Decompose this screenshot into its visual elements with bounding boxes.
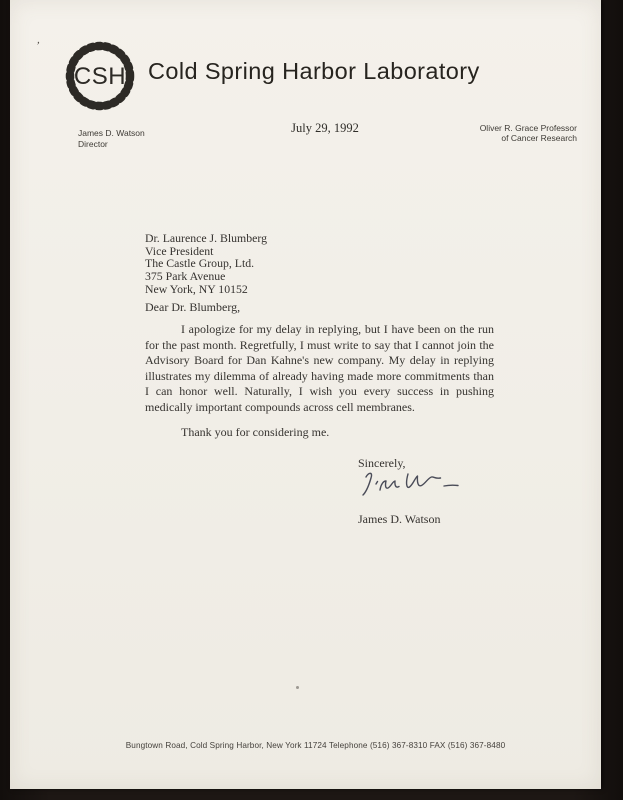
closing: Sincerely,: [358, 456, 406, 470]
letter-date: July 29, 1992: [291, 121, 359, 135]
professor-title-block: [480, 123, 577, 143]
recipient-line: Vice President: [145, 243, 214, 258]
recipient-address: [145, 232, 267, 296]
body-paragraph-1: I apologize for my delay in replying, but I have been on the run for the past month. Regretfully, I must write to say that I cannot join the Advisory Board for Dan Kahne's new company. My delay in replying illustrates my dilemma of already having made more commitments than I can honor well. Naturally, I wish you every success in pushing medically important compounds across cell membranes.: [145, 322, 494, 414]
salutation: Dear Dr. Blumberg,: [145, 300, 241, 314]
sender-title: Director: [78, 138, 108, 149]
recipient-line: The Castle Group, Ltd.: [145, 256, 255, 271]
letter-page: [10, 0, 601, 789]
scan-speck: ʼ: [35, 39, 41, 53]
body-paragraph-2: Thank you for considering me.: [181, 425, 330, 439]
scan-speck-small: [296, 686, 299, 689]
typed-signature-name: James D. Watson: [358, 512, 441, 526]
letterhead-footer: Bungtown Road, Cold Spring Harbor, New York 11724 Telephone (516) 367-8310 FAX (516) 367-8480: [125, 741, 506, 750]
sender-block: [78, 128, 145, 149]
organization-name: Cold Spring Harbor Laboratory: [148, 58, 480, 84]
sender-name: James D. Watson: [78, 128, 145, 138]
professor-title-line1: Oliver R. Grace Professor: [479, 123, 577, 133]
recipient-line: 375 Park Avenue: [145, 269, 226, 284]
csh-logo-text: CSH: [73, 63, 127, 90]
recipient-line: Dr. Laurence J. Blumberg: [145, 231, 267, 245]
signature-icon: [356, 468, 464, 504]
professor-title-line2: of Cancer Research: [501, 133, 577, 143]
csh-logo-icon: [60, 36, 140, 116]
recipient-line: New York, NY 10152: [145, 281, 248, 296]
